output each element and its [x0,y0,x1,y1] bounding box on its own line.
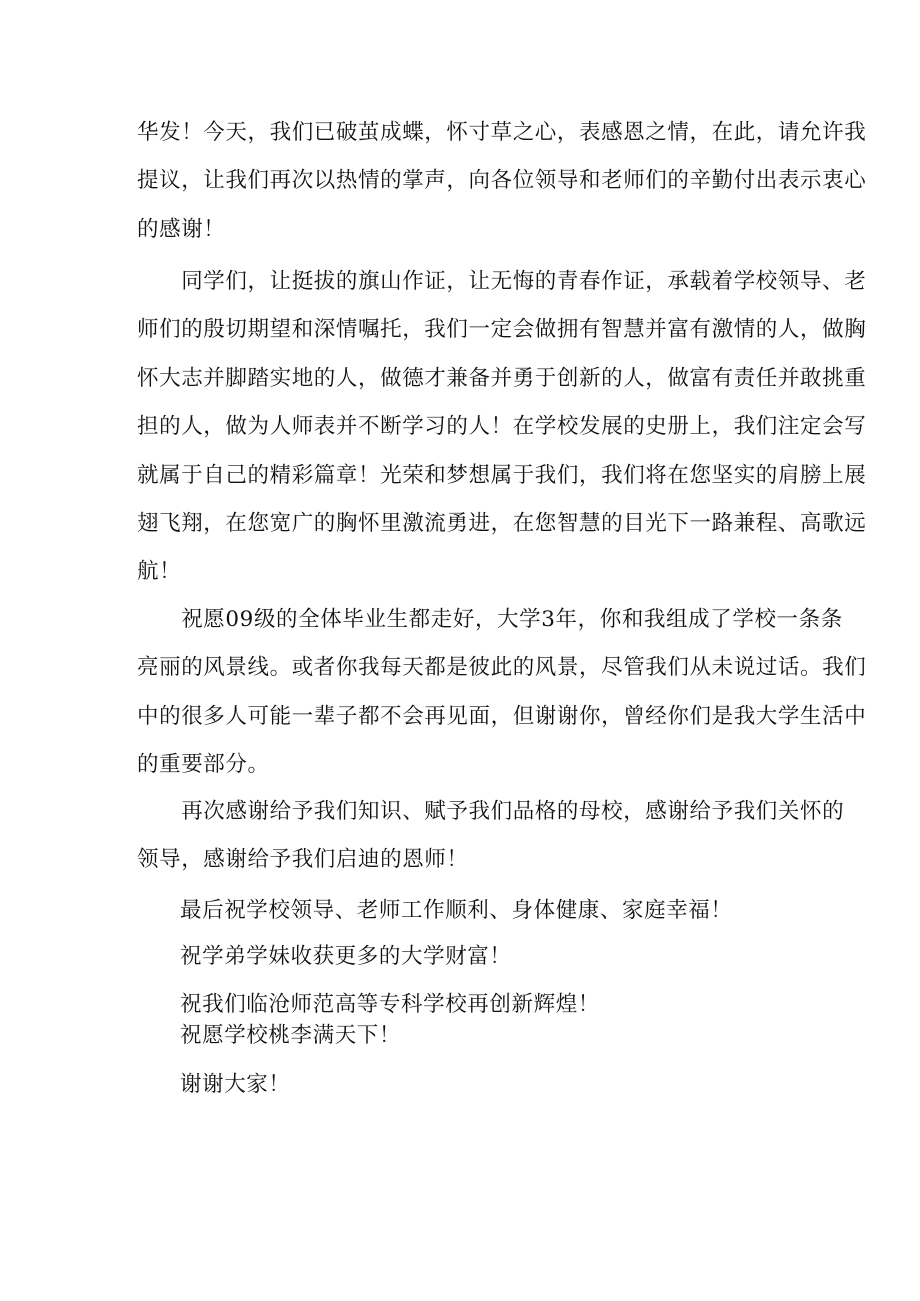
text-line: 同学们，让挺拔的旗山作证，让无悔的青春作证，承载着学校领导、老 [137,269,867,294]
paragraph-1 [137,109,867,254]
text-line: 翅飞翔，在您宽广的胸怀里激流勇进，在您智慧的目光下一路兼程、高歌远 [137,511,867,537]
text-line: 就属于自己的精彩篇章！光荣和梦想属于我们，我们将在您坚实的肩膀上展 [137,462,867,488]
text-line: 怀大志并脚踏实地的人，做德才兼备并勇于创新的人，做富有责任并敢挑重 [137,365,867,391]
text-line: 亮丽的风景线。或者你我每天都是彼此的风景，尽管我们从未说过话。我们 [137,655,867,681]
closing-line-peaches: 祝愿学校桃李满天下！ [180,1023,402,1048]
text-line: 航！ [137,559,182,585]
paragraph-3 [137,596,867,790]
text-line: 祝愿09级的全体毕业生都走好，大学3年，你和我组成了学校一条条 [137,607,843,632]
closing-line-juniors: 祝学弟学妹收获更多的大学财富！ [180,944,512,969]
text-line: 华发！今天，我们已破茧成蝶，怀寸草之心，表感恩之情，在此，请允许我 [137,120,867,145]
text-line: 领导，感谢给予我们启迪的恩师！ [137,847,469,873]
text-line: 师们的殷切期望和深情嘱托，我们一定会做拥有智慧并富有激情的人，做胸 [137,317,867,343]
paragraph-2 [137,258,867,597]
text-line: 再次感谢给予我们知识、赋予我们品格的母校，感谢给予我们关怀的 [137,799,845,824]
text-line: 提议，让我们再次以热情的掌声，向各位领导和老师们的辛勤付出表示衷心 [137,168,867,194]
text-line: 的感谢！ [137,216,226,242]
paragraph-4 [137,788,845,885]
text-line: 中的很多人可能一辈子都不会再见面，但谢谢你，曾经你们是我大学生活中 [137,703,867,729]
text-line: 担的人，做为人师表并不断学习的人！在学校发展的史册上，我们注定会写 [137,414,867,440]
closing-line-school: 祝我们临沧师范高等专科学校再创新辉煌！ [180,992,600,1017]
text-line: 的重要部分。 [137,752,270,778]
closing-line-thanks: 谢谢大家！ [180,1072,291,1097]
closing-line-wishes: 最后祝学校领导、老师工作顺利、身体健康、家庭幸福！ [180,898,733,923]
